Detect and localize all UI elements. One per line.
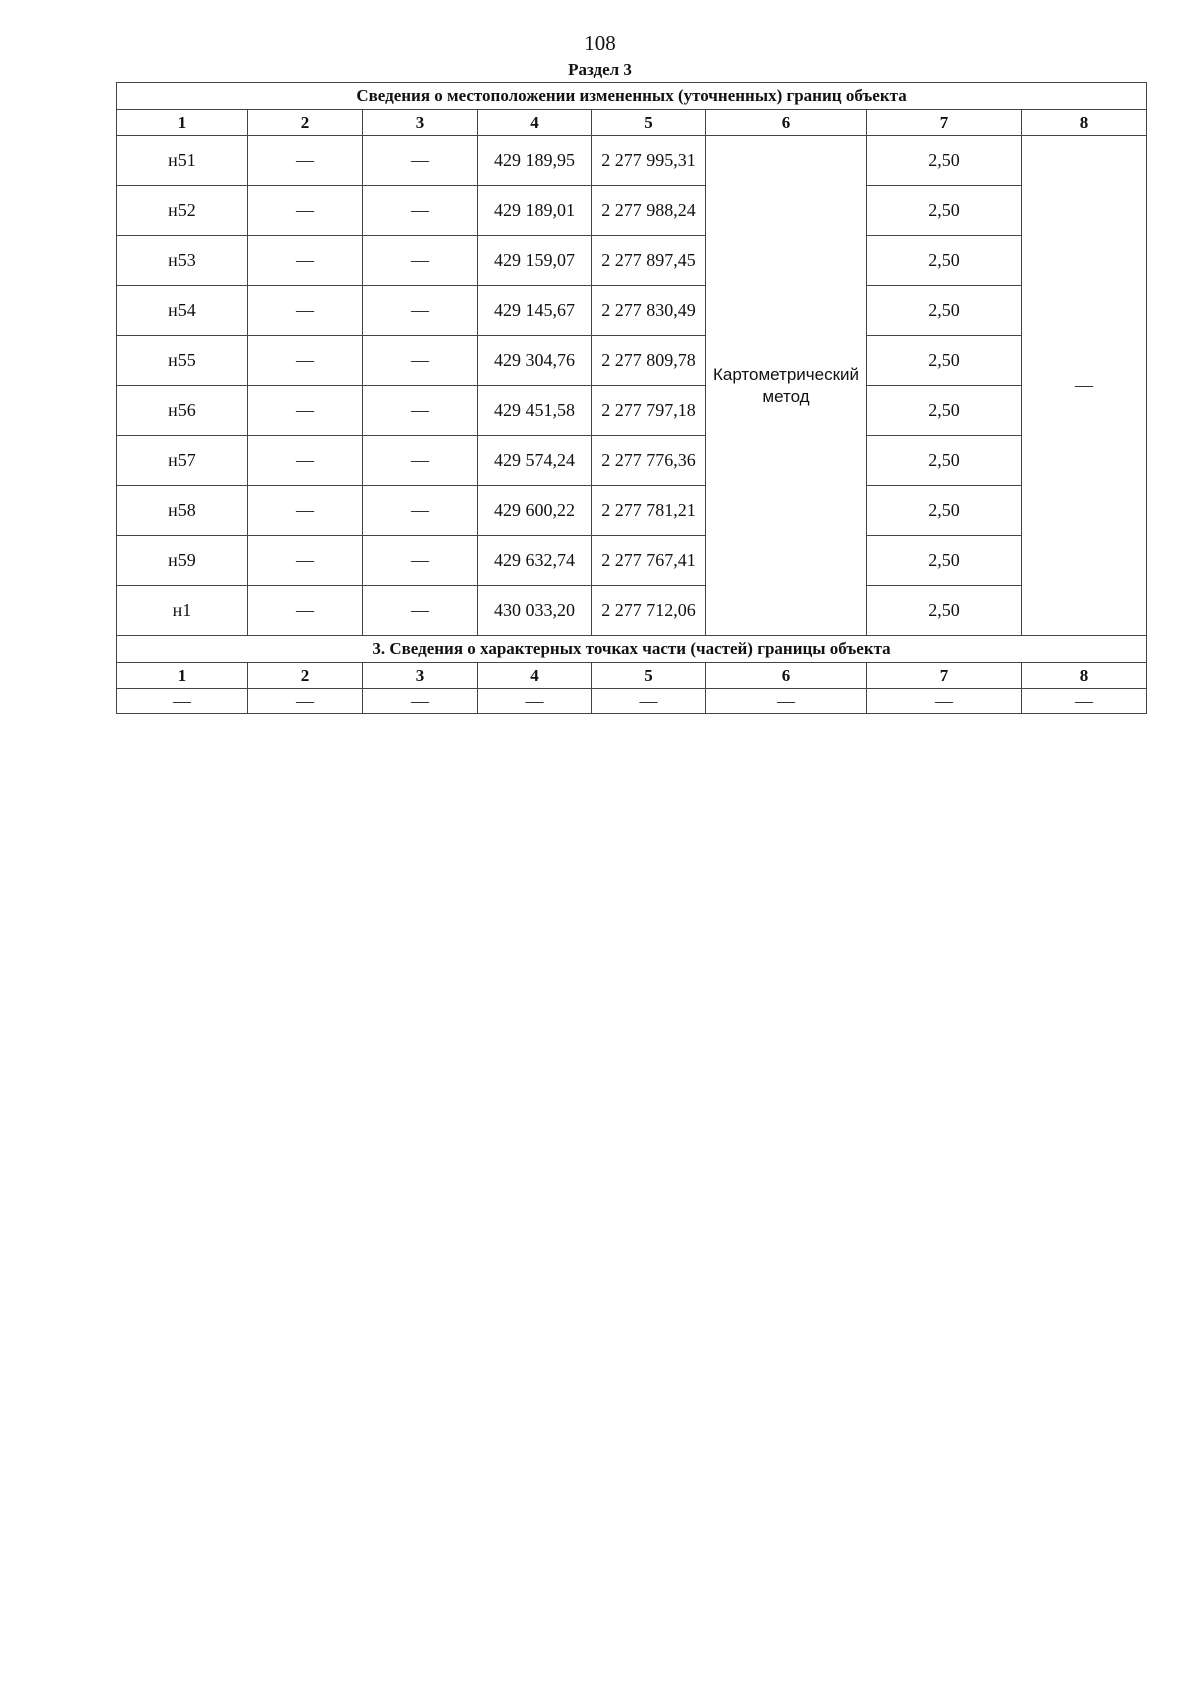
column-header: 2 [248,110,363,136]
y-coordinate-cell: 2 277 830,49 [592,286,706,336]
point-name-cell: н52 [117,186,248,236]
column-header: 4 [478,663,592,689]
y-coordinate-cell: 2 277 897,45 [592,236,706,286]
accuracy-cell: 2,50 [867,186,1022,236]
column-header: 6 [706,110,867,136]
table-row [117,186,1147,236]
col3-cell: — [363,136,478,186]
accuracy-cell: 2,50 [867,336,1022,386]
col3-cell: — [363,236,478,286]
subsection-cell: — [363,689,478,714]
column-header: 1 [117,110,248,136]
table-row [117,136,1147,186]
subsection-cell: — [867,689,1022,714]
col3-cell: — [363,286,478,336]
table-row [117,436,1147,486]
col2-cell: — [248,536,363,586]
x-coordinate-cell: 430 033,20 [478,586,592,636]
method-cell: Картометрический метод [706,136,867,636]
y-coordinate-cell: 2 277 797,18 [592,386,706,436]
subsection-title: 3. Сведения о характерных точках части (частей) границы объекта [117,636,1147,663]
point-name-cell: н53 [117,236,248,286]
accuracy-cell: 2,50 [867,436,1022,486]
subsection-cell: — [1022,689,1147,714]
subsection-cell: — [248,689,363,714]
col2-cell: — [248,586,363,636]
subsection-cell: — [706,689,867,714]
x-coordinate-cell: 429 574,24 [478,436,592,486]
accuracy-cell: 2,50 [867,286,1022,336]
column-header: 7 [867,663,1022,689]
point-name-cell: н56 [117,386,248,436]
table-body [117,83,1147,714]
y-coordinate-cell: 2 277 781,21 [592,486,706,536]
col2-cell: — [248,186,363,236]
accuracy-cell: 2,50 [867,236,1022,286]
header-row [117,110,1147,136]
accuracy-cell: 2,50 [867,136,1022,186]
column-header: 8 [1022,110,1147,136]
x-coordinate-cell: 429 600,22 [478,486,592,536]
column-header: 6 [706,663,867,689]
y-coordinate-cell: 2 277 712,06 [592,586,706,636]
subsection-title-row [117,636,1147,663]
table-row [117,536,1147,586]
page-number: 108 [584,31,616,55]
col2-cell: — [248,136,363,186]
col3-cell: — [363,436,478,486]
col3-cell: — [363,486,478,536]
col3-cell: — [363,586,478,636]
col3-cell: — [363,336,478,386]
subsection-cell: — [592,689,706,714]
point-name-cell: н58 [117,486,248,536]
col3-cell: — [363,186,478,236]
col2-cell: — [248,486,363,536]
table-row [117,336,1147,386]
point-name-cell: н54 [117,286,248,336]
x-coordinate-cell: 429 189,01 [478,186,592,236]
y-coordinate-cell: 2 277 767,41 [592,536,706,586]
section-title: Раздел 3 [568,60,632,79]
y-coordinate-cell: 2 277 809,78 [592,336,706,386]
x-coordinate-cell: 429 145,67 [478,286,592,336]
x-coordinate-cell: 429 304,76 [478,336,592,386]
accuracy-cell: 2,50 [867,386,1022,436]
point-name-cell: н1 [117,586,248,636]
x-coordinate-cell: 429 189,95 [478,136,592,186]
accuracy-cell: 2,50 [867,486,1022,536]
column-header: 3 [363,663,478,689]
column-header: 3 [363,110,478,136]
subsection-cell: — [117,689,248,714]
subsection-table-row [117,689,1147,714]
table-row [117,386,1147,436]
point-name-cell: н51 [117,136,248,186]
table-title: Сведения о местоположении измененных (уточненных) границ объекта [117,83,1147,110]
x-coordinate-cell: 429 632,74 [478,536,592,586]
table-row [117,286,1147,336]
y-coordinate-cell: 2 277 995,31 [592,136,706,186]
subsection-cell: — [478,689,592,714]
column-header: 7 [867,110,1022,136]
column-header: 4 [478,110,592,136]
column-header: 1 [117,663,248,689]
table-row [117,236,1147,286]
accuracy-cell: 2,50 [867,586,1022,636]
accuracy-cell: 2,50 [867,536,1022,586]
point-name-cell: н55 [117,336,248,386]
column-header: 5 [592,663,706,689]
point-name-cell: н59 [117,536,248,586]
boundary-table [116,82,1147,714]
column-header: 5 [592,110,706,136]
col3-cell: — [363,536,478,586]
col8-cell: — [1022,136,1147,636]
table-row [117,586,1147,636]
x-coordinate-cell: 429 451,58 [478,386,592,436]
col2-cell: — [248,436,363,486]
col2-cell: — [248,336,363,386]
y-coordinate-cell: 2 277 776,36 [592,436,706,486]
x-coordinate-cell: 429 159,07 [478,236,592,286]
subsection-header-row [117,663,1147,689]
column-header: 2 [248,663,363,689]
col2-cell: — [248,236,363,286]
col2-cell: — [248,286,363,336]
table-row [117,486,1147,536]
table-title-row [117,83,1147,110]
column-header: 8 [1022,663,1147,689]
point-name-cell: н57 [117,436,248,486]
col2-cell: — [248,386,363,436]
y-coordinate-cell: 2 277 988,24 [592,186,706,236]
col3-cell: — [363,386,478,436]
